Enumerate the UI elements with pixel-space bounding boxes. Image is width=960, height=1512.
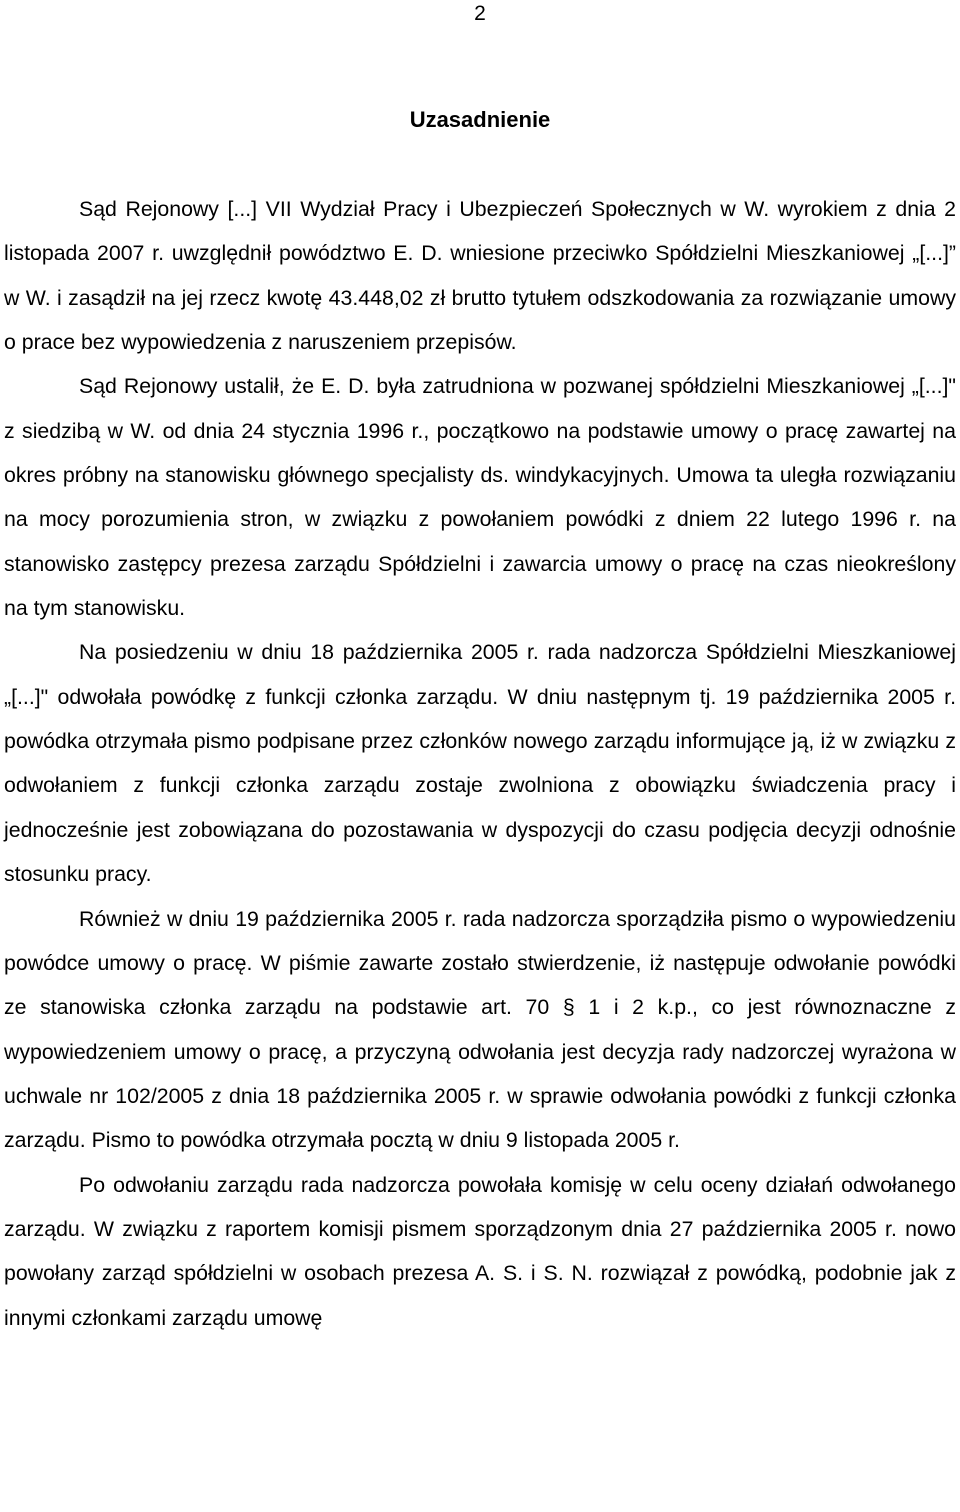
document-body — [4, 187, 956, 1340]
paragraph-2: Sąd Rejonowy ustalił, że E. D. była zatrudniona w pozwanej spółdzielni Mieszkaniowej „[...]" z siedzibą w W. od dnia 24 stycznia 1996 r., początkowo na podstawie umowy o pracę zawartej na okres próbny na stanowisku głównego specjalisty ds. windykacyjnych. Umowa ta uległa rozwiązaniu na mocy porozumienia stron, w związku z powołaniem powódki z dniem 22 lutego 1996 r. na stanowisko zastępcy prezesa zarządu Spółdzielni i zawarcia umowy o pracę na czas nieokreślony na tym stanowisku. — [4, 374, 956, 621]
paragraph-1: Sąd Rejonowy [...] VII Wydział Pracy i Ubezpieczeń Społecznych w W. wyrokiem z dnia 2 listopada 2007 r. uwzględnił powództwo E. D. wniesione przeciwko Spółdzielni Mieszkaniowej „[...]” w W. i zasądził na jej rzecz kwotę 43.448,02 zł brutto tytułem odszkodowania za rozwiązanie umowy o prace bez wypowiedzenia z naruszeniem przepisów. — [4, 197, 956, 355]
document-title: Uzasadnienie — [409, 107, 551, 132]
paragraph-5: Po odwołaniu zarządu rada nadzorcza powołała komisję w celu oceny działań odwołanego zarządu. W związku z raportem komisji pismem sporządzonym dnia 27 października 2005 r. nowo powołany zarząd spółdzielni w osobach prezesa A. S. i S. N. rozwiązał z powódką, podobnie jak z innymi członkami zarządu umowę — [4, 1172, 956, 1330]
paragraph-4: Również w dniu 19 października 2005 r. rada nadzorcza sporządziła pismo o wypowiedzeniu powódce umowy o pracę. W piśmie zawarte zostało stwierdzenie, iż następuje odwołanie powódki ze stanowiska członka zarządu na podstawie art. 70 § 1 i 2 k.p., co jest równoznaczne z wypowiedzeniem umowy o pracę, a przyczyną odwołania jest decyzja rady nadzorczej wyrażona w uchwale nr 102/2005 z dnia 18 października 2005 r. w sprawie odwołania powódki z funkcji członka zarządu. Pismo to powódka otrzymała pocztą w dniu 9 listopada 2005 r. — [4, 906, 956, 1153]
paragraph-3: Na posiedzeniu w dniu 18 października 2005 r. rada nadzorcza Spółdzielni Mieszkaniowej „[...]" odwołała powódkę z funkcji członka zarządu. W dniu następnym tj. 19 października 2005 r. powódka otrzymała pismo podpisane przez członków nowego zarządu informujące ją, iż w związku z odwołaniem z funkcji członka zarządu zostaje zwolniona z obowiązku świadczenia pracy i jednocześnie jest zobowiązana do pozostawania w dyspozycji do czasu podjęcia decyzji odnośnie stosunku pracy. — [4, 640, 956, 887]
page-number: 2 — [474, 2, 486, 25]
